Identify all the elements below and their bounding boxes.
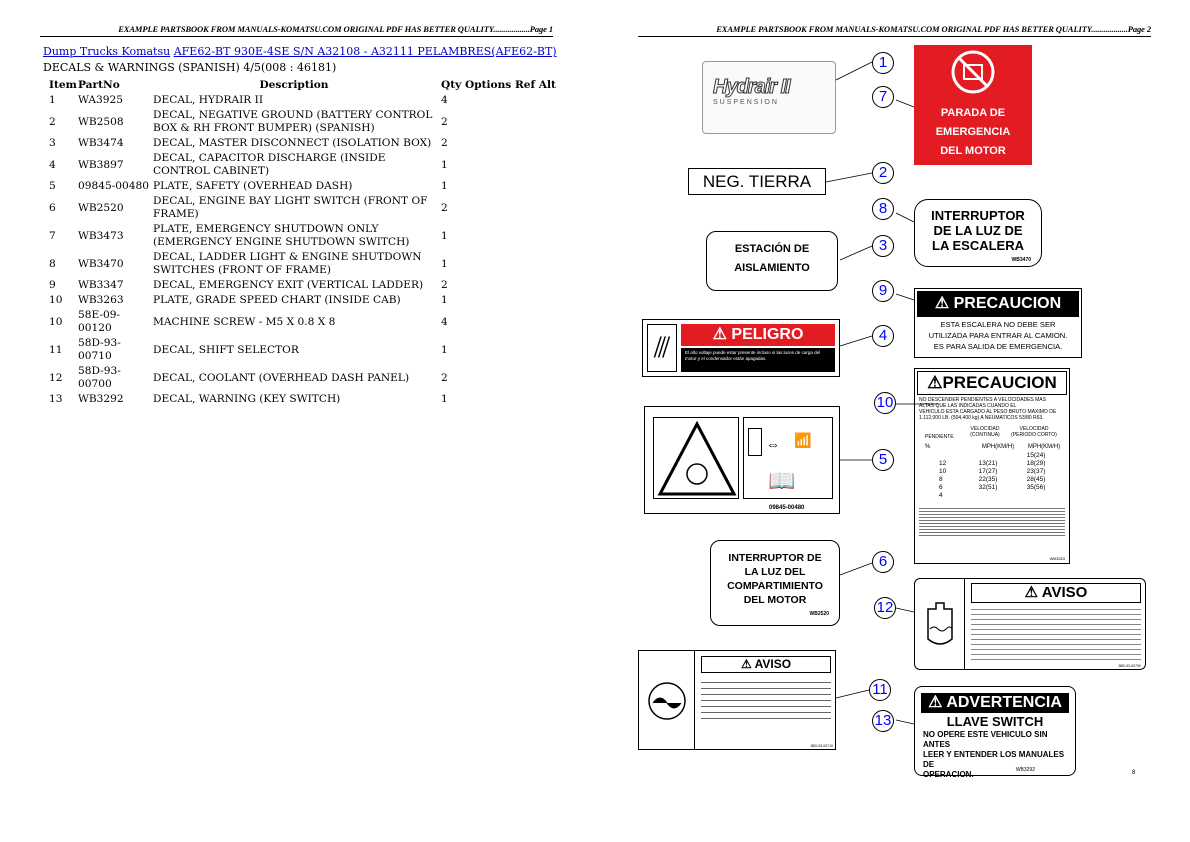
grade-cell (939, 452, 963, 460)
grade-cell: 10 (939, 468, 947, 475)
description-cell: DECAL, WARNING (KEY SWITCH) (153, 393, 341, 405)
decal-safety-plate (644, 406, 840, 514)
parada-line1: PARADA DE EMERGENCIA (935, 107, 1011, 138)
grade-intro-3: VEHICULO ESTA CARGADO AL PESO BRUTO MAXIMO DE (919, 409, 1057, 415)
prec-line2: UTILIZADA PARA ENTRAR AL CAMION. (928, 331, 1068, 340)
coolant-tank-icon (915, 579, 965, 669)
partno-cell: 58E-09-00120 (78, 309, 121, 334)
item-cell: 12 (49, 371, 63, 384)
llave-line3: OPERACION. (923, 770, 974, 779)
warning-triangle-icon: ⚠ (934, 295, 950, 312)
grade-u2: MPH(KM/H) (981, 444, 1015, 450)
header-item: Item (49, 79, 77, 91)
llave-switch-title: LLAVE SWITCH (946, 714, 1044, 729)
callout-7: 7 (872, 86, 894, 108)
warning-triangle-icon: ⚠ (928, 694, 943, 711)
grade-cell: 18(29) (1026, 460, 1046, 467)
description-cell: MACHINE SCREW - M5 X 0.8 X 8 (153, 315, 336, 328)
esc-line3: LA ESCALERA (932, 238, 1024, 253)
grade-cell: 12 (939, 460, 947, 467)
item-cell: 4 (49, 158, 56, 171)
qty-cell: 1 (441, 229, 448, 242)
signal-icon: 📶 (794, 432, 812, 448)
parada-line3: LEVANTE AQUÍ (932, 170, 1014, 182)
grade-h3: VELOCIDAD (PERIODO CORTO) (1011, 426, 1057, 438)
grade-cell (963, 492, 1013, 500)
llave-line2: LEER Y ENTENDER LOS MANUALES DE (923, 750, 1065, 769)
decal-coolant-aviso (914, 578, 1146, 670)
description-cell: DECAL, ENGINE BAY LIGHT SWITCH (FRONT OF FRAME) (153, 195, 428, 220)
shift-icon-panel (639, 651, 695, 749)
qty-cell: 2 (441, 279, 448, 291)
qty-cell: 2 (441, 137, 448, 149)
partno-cell: WB3474 (78, 137, 124, 149)
item-cell: 13 (49, 393, 63, 405)
peligro-banner (681, 324, 835, 346)
description-cell: DECAL, COOLANT (OVERHEAD DASH PANEL) (153, 371, 410, 384)
warning-triangle-icon: ⚠ (1024, 584, 1039, 601)
qty-cell: 2 (441, 371, 448, 384)
decal-shift-aviso (638, 650, 836, 750)
llave-line1: NO OPERE ESTE VEHICULO SIN ANTES (923, 730, 1048, 749)
mot-line1: INTERRUPTOR DE (728, 552, 822, 564)
item-cell: 10 (49, 294, 63, 306)
code-wb3263: WB3263 (1049, 556, 1065, 561)
grade-cell: 28(45) (1026, 476, 1046, 483)
callout-13: 13 (872, 710, 894, 732)
grade-row (939, 476, 1069, 484)
qty-cell: 2 (441, 115, 448, 128)
description-cell: DECAL, HYDRAIR II (153, 94, 264, 106)
item-cell: 6 (49, 201, 56, 214)
shift-aviso-title: AVISO (754, 657, 792, 671)
prec-line3: ES PARA SALIDA DE EMERGENCIA. (933, 342, 1063, 351)
grade-u1: % (925, 444, 931, 450)
code-shift: 58D-93-00710 (810, 744, 833, 748)
partno-cell: WB3263 (78, 294, 124, 306)
decal-estacion (706, 231, 838, 291)
page-header-right: EXAMPLE PARTSBOOK FROM MANUALS-KOMATSU.COM ORIGINAL PDF HAS BETTER QUALITY..................Page 2 (638, 24, 1151, 37)
grade-cell: 8 (939, 476, 943, 483)
hydrair-sub: SUSPENSION (713, 99, 779, 106)
grade-row (939, 452, 1069, 460)
decal-parada (914, 45, 1032, 182)
description-cell: PLATE, SAFETY (OVERHEAD DASH) (153, 180, 353, 192)
partno-cell: WB3347 (78, 279, 124, 291)
mot-line4: DEL MOTOR (743, 594, 807, 606)
callout-3: 3 (872, 235, 894, 257)
callout-11: 11 (869, 679, 891, 701)
shift-fine-text (701, 677, 831, 721)
plate-left-panel (653, 417, 739, 499)
coolant-aviso-title: AVISO (1041, 584, 1088, 601)
no-engine-icon (914, 45, 1032, 100)
breadcrumb-link-model[interactable]: AFE62-BT 930E-4SE S/N A32108 - A32111 PELAMBRES(AFE62-BT) (173, 45, 557, 58)
hydrair-logo: Hydrair II (713, 76, 790, 98)
header-partno: PartNo (78, 79, 120, 91)
decal-precaucion-escalera (914, 288, 1082, 358)
page-subtitle: DECALS & WARNINGS (SPANISH) 4/5(008 : 46181) (43, 61, 337, 74)
grade-cell: 4 (939, 492, 943, 499)
precaucion-banner (917, 291, 1079, 317)
grade-intro-1: NO DESCENDER PENDIENTES A VELOCIDADES MAS (919, 397, 1046, 403)
esc-line2: DE LA LUZ DE (933, 223, 1023, 238)
warning-triangle-icon: ⚠ (927, 373, 943, 392)
grade-cell (963, 452, 1013, 460)
partno-cell: 58D-93-00710 (78, 337, 121, 362)
advertencia-banner (921, 693, 1069, 713)
warning-triangle-icon: ⚠ (712, 326, 727, 343)
partno-cell: WB2520 (78, 201, 124, 214)
decal-interruptor-escalera (914, 199, 1042, 267)
coolant-fine-text (971, 605, 1141, 661)
grade-title: PRECAUCION (942, 373, 1057, 392)
coolant-aviso-banner (971, 583, 1141, 603)
callout-9: 9 (872, 280, 894, 302)
code-wb2520: WB2520 (809, 611, 829, 617)
grade-row (939, 492, 1069, 500)
grade-cell: 15(24) (1026, 452, 1046, 459)
prec-line1: ESTA ESCALERA NO DEBE SER (940, 320, 1056, 329)
description-cell: PLATE, EMERGENCY SHUTDOWN ONLY (EMERGENCY ENGINE SHUTDOWN SWITCH) (153, 223, 410, 248)
qty-cell: 1 (441, 343, 448, 356)
description-cell: PLATE, GRADE SPEED CHART (INSIDE CAB) (153, 294, 401, 306)
partno-cell: 58D-93-00700 (78, 365, 121, 390)
grade-fineprint (915, 500, 1069, 536)
code-wb3292: WB3292 (1015, 767, 1035, 773)
item-cell: 8 (49, 257, 56, 270)
grade-cell: 13(21) (978, 460, 998, 467)
item-cell: 9 (49, 279, 56, 291)
grade-row (939, 484, 1069, 492)
item-cell: 11 (49, 343, 63, 356)
decal-neg-tierra: NEG. TIERRA (688, 168, 826, 195)
switch-icon (748, 428, 762, 456)
advertencia-title: ADVERTENCIA (946, 694, 1062, 711)
grade-intro-2: ALTAS QUE LAS INDICADAS CUANDO EL (919, 403, 1017, 409)
manual-book-icon: 📖 (768, 468, 796, 493)
breadcrumb-link-category[interactable]: Dump Trucks Komatsu (43, 45, 171, 58)
qty-cell: 1 (441, 294, 448, 306)
mot-line3: COMPARTIMIENTO (727, 580, 823, 592)
grade-rows (915, 452, 1069, 500)
grade-banner (917, 371, 1067, 395)
qty-cell: 1 (441, 257, 448, 270)
decal-interruptor-motor (710, 540, 840, 626)
callout-12: 12 (874, 597, 896, 619)
decal-grade-chart (914, 368, 1070, 564)
grade-cell: 17(27) (978, 468, 998, 475)
hazard-triangle-icon (654, 418, 740, 500)
callout-5: 5 (872, 449, 894, 471)
description-cell: DECAL, CAPACITOR DISCHARGE (INSIDE CONTROL CABINET) (153, 152, 386, 177)
item-cell: 3 (49, 137, 56, 149)
page-header-left: EXAMPLE PARTSBOOK FROM MANUALS-KOMATSU.COM ORIGINAL PDF HAS BETTER QUALITY..................Page 1 (40, 24, 553, 37)
grade-cell: 32(51) (978, 484, 998, 491)
page-mark: 8 (1132, 770, 1136, 776)
grade-cell: 6 (939, 484, 943, 491)
grade-cell: 23(37) (1026, 468, 1046, 475)
item-cell: 10 (49, 315, 63, 328)
header-qty: Qty Options Ref Alt (441, 79, 556, 91)
plate-code: 09845-00480 (769, 505, 805, 511)
fine-text-lines (919, 506, 1065, 536)
partno-cell: WB2508 (78, 115, 124, 128)
grade-h1: PENDIENTE (925, 434, 954, 440)
grade-h2: VELOCIDAD (CONTINUA) (970, 426, 1000, 438)
grade-cell: 22(35) (978, 476, 998, 483)
callout-1: 1 (872, 52, 894, 74)
plate-right-panel (743, 417, 833, 499)
callout-8: 8 (872, 198, 894, 220)
description-cell: DECAL, NEGATIVE GROUND (BATTERY CONTROL BOX & RH FRONT BUMPER) (SPANISH) (153, 109, 433, 134)
qty-cell: 4 (441, 315, 448, 328)
grade-row (939, 460, 1069, 468)
decal-advertencia (914, 686, 1076, 779)
grade-cell: 35(56) (1026, 484, 1046, 491)
grade-row (939, 468, 1069, 476)
partno-cell: WB3473 (78, 229, 124, 242)
partno-cell: WB3897 (78, 158, 124, 171)
warning-triangle-icon: ⚠ (740, 657, 752, 671)
header-description: Description (259, 79, 329, 91)
callout-2: 2 (872, 162, 894, 184)
description-cell: DECAL, SHIFT SELECTOR (153, 343, 299, 356)
item-cell: 5 (49, 180, 56, 192)
callout-10: 10 (874, 392, 896, 414)
description-cell: DECAL, LADDER LIGHT & ENGINE SHUTDOWN SWITCHES (FRONT OF FRAME) (153, 251, 422, 276)
partno-cell: WA3925 (78, 94, 123, 106)
qty-cell: 1 (441, 158, 448, 171)
callout-4: 4 (872, 325, 894, 347)
peligro-title: PELIGRO (731, 326, 804, 343)
code-coolant: 58D-93-00700 (1118, 664, 1141, 668)
partno-cell: WB3470 (78, 257, 124, 270)
description-cell: DECAL, EMERGENCY EXIT (VERTICAL LADDER) (153, 279, 424, 291)
qty-cell: 1 (441, 393, 448, 405)
est-line1: ESTACIÓN DE (734, 243, 810, 255)
item-cell: 2 (49, 115, 56, 128)
high-voltage-icon: ⫻ (647, 324, 677, 372)
code-wb3470: WB3470 (1011, 257, 1031, 263)
arrow-icon: ⇔ (766, 436, 780, 452)
grade-u3: MPH(KM/H) (1027, 444, 1061, 450)
parada-line2: DEL MOTOR (940, 145, 1006, 157)
grade-intro-4: 1.112,000 LB. (504,400 kg) A NEUMATICOS 53/80 R63. (919, 415, 1044, 421)
esc-line1: INTERRUPTOR (931, 208, 1025, 223)
est-line2: AISLAMIENTO (734, 262, 810, 274)
precaucion-title: PRECAUCION (953, 295, 1062, 312)
item-cell: 1 (49, 94, 56, 106)
shift-aviso-banner (701, 656, 831, 673)
decal-peligro (642, 319, 840, 377)
item-cell: 7 (49, 229, 56, 242)
qty-cell: 1 (441, 180, 448, 192)
tow-hook-icon (639, 651, 695, 749)
mot-line2: LA LUZ DEL (744, 566, 806, 578)
decal-hydrair (702, 61, 836, 134)
qty-cell: 4 (441, 94, 448, 106)
description-cell: DECAL, MASTER DISCONNECT (ISOLATION BOX) (153, 137, 432, 149)
peligro-text: El alto voltaje puede estar presente incluso si las luces de carga del motor y el condensador están apagadas. (681, 348, 835, 372)
partno-cell: WB3292 (78, 393, 124, 405)
grade-cell (1013, 492, 1059, 500)
partno-cell: 09845-00480 (78, 180, 149, 192)
callout-6: 6 (872, 551, 894, 573)
coolant-icon-panel (915, 579, 965, 669)
qty-cell: 2 (441, 201, 448, 214)
